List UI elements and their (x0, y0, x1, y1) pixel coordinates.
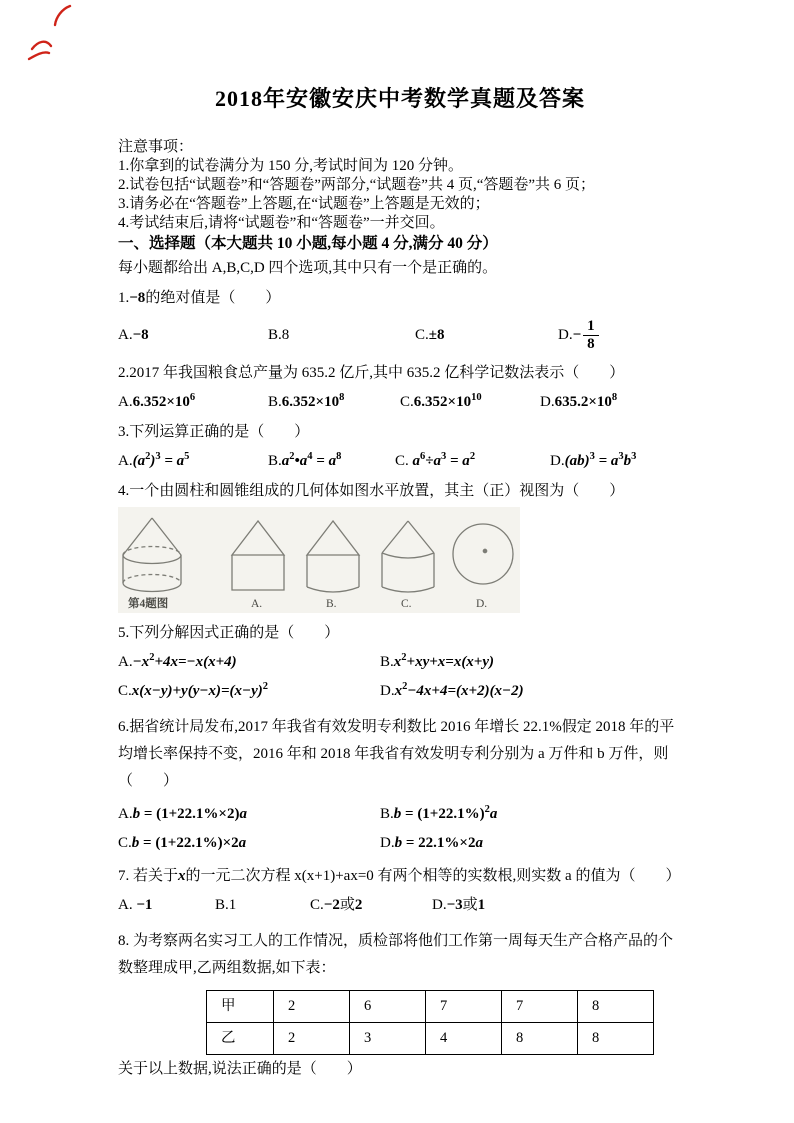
note-line-2: 2.试卷包括“试题卷”和“答题卷”两部分,“试题卷”共 4 页,“答题卷”共 6 页； (118, 177, 596, 193)
q1-option-a: A.−8 (118, 327, 149, 343)
q6-option-a: A.b = (1+22.1%×2)a (118, 806, 247, 822)
q4-stem: 4.一个由圆柱和圆锥组成的几何体如图水平放置，其主（正）视图为（ ） (118, 483, 625, 499)
q2-option-b: $B.6.352\times 10^8$ (268, 392, 345, 410)
q2-option-c: $C.6.352\times 10^{10}$ (400, 392, 482, 410)
table-row (207, 1023, 654, 1055)
table-row (207, 991, 654, 1023)
q1-option-b: B.8 (268, 327, 290, 343)
table-cell: 4 (426, 1023, 502, 1055)
q3-stem: 3.下列运算正确的是（ ） (118, 424, 310, 440)
page-title: 2018年安徽安庆中考数学真题及答案 (214, 86, 585, 111)
q7-stem: 7. 若关于x的一元二次方程 x(x+1)+ax=0 有两个相等的实数根,则实数 a 的值为（ ） (118, 868, 681, 884)
q7-option-a: A. −1 (118, 897, 153, 913)
q1-stem: 1.−8的绝对值是（ ） (118, 290, 281, 306)
q8-closing: 关于以上数据,说法正确的是（ ） (118, 1061, 362, 1077)
table-cell: 7 (426, 991, 502, 1023)
q6-option-b: $B.b = (1+22.1\%)^2a$ (380, 804, 498, 822)
q7-option-b: B.1 (215, 897, 237, 913)
q6-options-row-1 (118, 805, 682, 824)
q5-option-c: $C.x(x-y)+y(y-x)=(x-y)^2$ (118, 681, 268, 699)
figure-caption: 第4题图 (128, 598, 169, 610)
q5-options-row-1 (118, 653, 682, 672)
q3-option-a: $A.(a^2)^3 = a^5$ (118, 451, 190, 469)
q5-option-b: $B.x^2+xy+x=x(x+y)$ (380, 652, 495, 670)
q3-options (118, 452, 682, 471)
q3-option-d: $D.(ab)^3 = a^3b^3$ (550, 451, 637, 469)
section-intro: 每小题都给出 A,B,C,D 四个选项,其中只有一个是正确的。 (118, 260, 498, 276)
q8-stem: 8. 为考察两名实习工人的工作情况，质检部将他们工作第一周每天生产合格产品的个数整理成甲,乙两组数据,如下表： (118, 933, 674, 976)
note-line-1: 1.你拿到的试卷满分为 150 分,考试时间为 120 分钟。 (118, 158, 464, 174)
q2-options (118, 393, 682, 412)
q6-option-d: D.b = 22.1%×2a (380, 835, 483, 851)
table-cell: 2 (274, 991, 350, 1023)
q3-option-b: $B.a^2•a^4 = a^8$ (268, 451, 342, 469)
table-cell: 甲 (207, 991, 274, 1023)
figure-label-d: D. (476, 598, 488, 610)
q5-option-d: $D.x^2-4x+4=(x+2)(x-2)$ (380, 681, 524, 699)
table-cell: 6 (350, 991, 426, 1023)
q2-option-d: $D.635.2\times 10^8$ (540, 392, 618, 410)
section-heading: 一、选择题（本大题共 10 小题,每小题 4 分,满分 40 分） (118, 235, 498, 252)
figure-label-c: C. (401, 598, 412, 610)
q6-options-row-2 (118, 834, 682, 853)
table-cell: 2 (274, 1023, 350, 1055)
q5-stem: 5.下列分解因式正确的是（ ） (118, 625, 340, 641)
q1-option-c: C.±8 (415, 327, 445, 343)
figure-background (118, 507, 520, 613)
q5-option-a: $A.-x^2+4x=-x(x+4)$ (118, 652, 237, 670)
red-pen-marks-icon (18, 0, 88, 70)
q1-options (118, 318, 682, 353)
q8-data-table (206, 990, 654, 1055)
q3-option-c: C. $a^6\div a^3 = a^2$ (395, 451, 476, 469)
note-line-4: 4.考试结束后,请将“试题卷”和“答题卷”一并交回。 (118, 215, 445, 231)
note-line-3: 3.请务必在“答题卷”上答题,在“试题卷”上答题是无效的； (118, 196, 490, 212)
q6-stem: 6.据省统计局发布,2017 年我省有效发明专利数比 2016 年增长 22.1%假定 2018 年的平均增长率保持不变，2016 年和 2018 年我省有效发明专利分别为 a 万件和 b 万件，则（ ） (118, 719, 675, 789)
table-cell: 8 (578, 1023, 654, 1055)
figure-label-b: B. (326, 598, 337, 610)
table-cell: 8 (578, 991, 654, 1023)
q4-figure (118, 507, 520, 613)
table-cell: 乙 (207, 1023, 274, 1055)
q7-option-c: C.−2或2 (310, 897, 363, 913)
notes-heading: 注意事项： (118, 139, 194, 155)
table-cell: 3 (350, 1023, 426, 1055)
q7-options (118, 896, 682, 915)
table-cell: 7 (502, 991, 578, 1023)
figure-label-a: A. (251, 598, 263, 610)
q6-option-c: C.b = (1+22.1%)×2a (118, 835, 247, 851)
table-cell: 8 (502, 1023, 578, 1055)
q5-options-row-2 (118, 682, 682, 701)
q1-option-d: D.− $\frac{1}{8}$ (558, 318, 599, 353)
q2-stem: 2.2017 年我国粮食总产量为 635.2 亿斤,其中 635.2 亿科学记数法表示（ ） (118, 365, 625, 381)
q7-option-d: D.−3或1 (432, 897, 486, 913)
q2-option-a: $A.6.352\times 10^6$ (118, 392, 196, 410)
